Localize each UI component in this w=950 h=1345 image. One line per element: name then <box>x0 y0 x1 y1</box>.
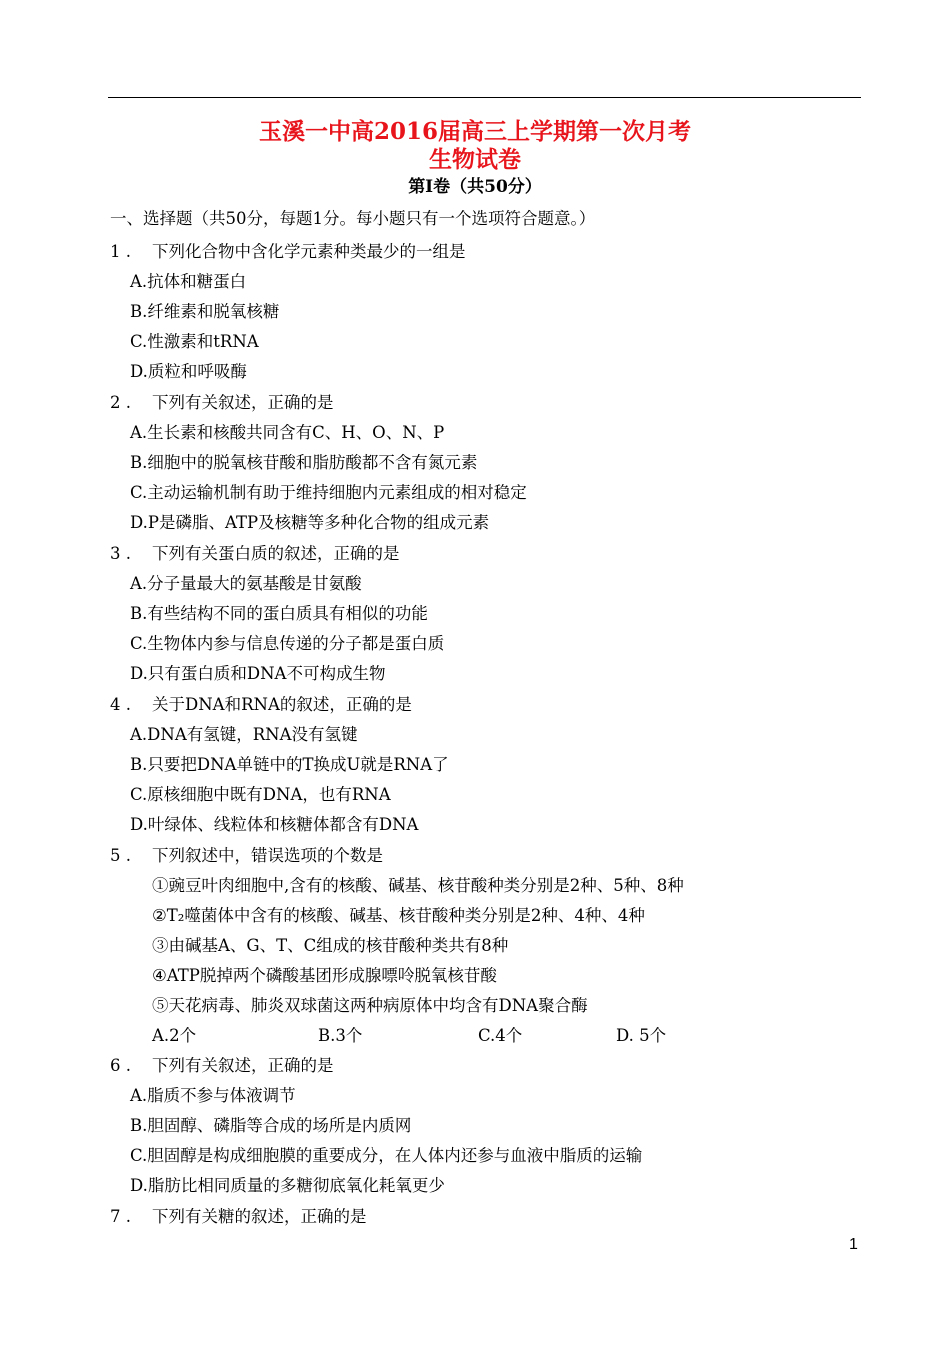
option: D.脂肪比相同质量的多糖彻底氧化耗氧更少 <box>130 1176 445 1195</box>
question-number: 6 . <box>110 1056 131 1075</box>
question-number: 7 . <box>110 1207 131 1226</box>
option: A.脂质不参与体液调节 <box>130 1086 296 1105</box>
option: C.主动运输机制有助于维持细胞内元素组成的相对稳定 <box>130 483 527 502</box>
option: D.只有蛋白质和DNA不可构成生物 <box>130 664 386 683</box>
statement: ⑤天花病毒、肺炎双球菌这两种病原体中均含有DNA聚合酶 <box>152 996 588 1015</box>
volume-heading: 第Ⅰ卷（共50分） <box>408 177 542 197</box>
statement: ①豌豆叶肉细胞中,含有的核酸、碱基、核苷酸种类分别是2种、5种、8种 <box>152 876 684 895</box>
option: B.3个 <box>318 1026 363 1045</box>
option: A.2个 <box>152 1026 197 1045</box>
option: C.胆固醇是构成细胞膜的重要成分，在人体内还参与血液中脂质的运输 <box>130 1146 643 1165</box>
option: A.生长素和核酸共同含有C、H、O、N、P <box>130 423 445 442</box>
statement: ④ATP脱掉两个磷酸基团形成腺嘌呤脱氧核苷酸 <box>152 966 497 985</box>
question-number: 4 . <box>110 695 131 714</box>
question-number: 5 . <box>110 846 131 865</box>
question-text: 下列有关叙述，正确的是 <box>152 393 334 412</box>
question-number: 3 . <box>110 544 131 563</box>
question-number: 1 . <box>110 242 131 261</box>
header-rule <box>108 97 861 98</box>
option: A.DNA有氢键，RNA没有氢键 <box>130 725 358 744</box>
statement: ③由碱基A、G、T、C组成的核苷酸种类共有8种 <box>152 936 509 955</box>
option: C.4个 <box>478 1026 523 1045</box>
question-number: 2 . <box>110 393 131 412</box>
option: D.P是磷脂、ATP及核糖等多种化合物的组成元素 <box>130 513 490 532</box>
option: D. 5个 <box>616 1026 667 1045</box>
statement: ②T₂噬菌体中含有的核酸、碱基、核苷酸种类分别是2种、4种、4种 <box>152 906 645 925</box>
option: C.原核细胞中既有DNA，也有RNA <box>130 785 391 804</box>
option: D.叶绿体、线粒体和核糖体都含有DNA <box>130 815 419 834</box>
question-text: 下列化合物中含化学元素种类最少的一组是 <box>152 242 466 261</box>
question-text: 下列有关蛋白质的叙述，正确的是 <box>152 544 400 563</box>
option: B.细胞中的脱氧核苷酸和脂肪酸都不含有氮元素 <box>130 453 478 472</box>
option: A.分子量最大的氨基酸是甘氨酸 <box>130 574 362 593</box>
option: B.有些结构不同的蛋白质具有相似的功能 <box>130 604 428 623</box>
page-number: 1 <box>849 1236 858 1253</box>
question-text: 下列有关叙述，正确的是 <box>152 1056 334 1075</box>
option: B.纤维素和脱氧核糖 <box>130 302 280 321</box>
option: D.质粒和呼吸酶 <box>130 362 247 381</box>
question-text: 关于DNA和RNA的叙述，正确的是 <box>152 695 412 714</box>
section-heading: 一、选择题（共50分，每题1分。每小题只有一个选项符合题意。） <box>110 209 596 228</box>
option: B.只要把DNA单链中的T换成U就是RNA了 <box>130 755 449 774</box>
question-text: 下列有关糖的叙述，正确的是 <box>152 1207 367 1226</box>
question-text: 下列叙述中，错误选项的个数是 <box>152 846 383 865</box>
exam-title: 玉溪一中高2016届高三上学期第一次月考 <box>258 118 691 145</box>
option: B.胆固醇、磷脂等合成的场所是内质网 <box>130 1116 412 1135</box>
option: C.生物体内参与信息传递的分子都是蛋白质 <box>130 634 445 653</box>
exam-subtitle: 生物试卷 <box>429 146 521 173</box>
option: C.性激素和tRNA <box>130 332 259 351</box>
option: A.抗体和糖蛋白 <box>130 272 247 291</box>
